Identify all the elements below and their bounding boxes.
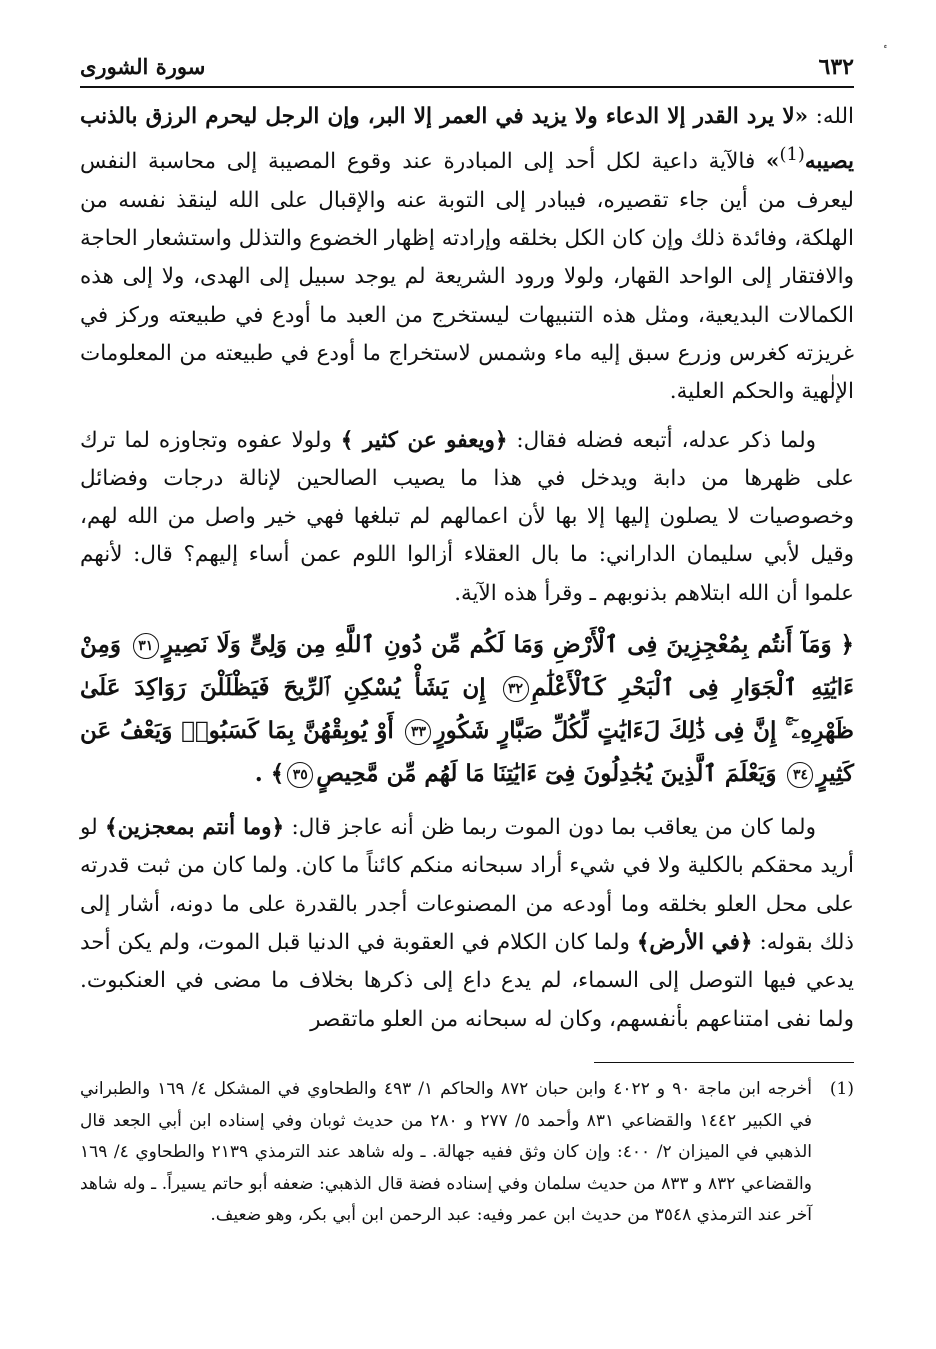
paragraph-3 xyxy=(80,809,854,1039)
verse-35: وَيَعْلَمَ ٱلَّذِينَ يُجَٰدِلُونَ فِىٓ ءَايَٰتِنَا مَا لَهُم مِّن مَّحِيصٍ xyxy=(316,760,777,788)
footnote-divider xyxy=(594,1062,854,1063)
p3-rest: ولما كان الكلام في العقوبة في الدنيا قبل الموت، ولم يكن أحد يدعي فيها التوصل إلى السماء، لم يدع داع إلى ذكرها بخلاف ما مضى في العنكبوت. ولما نفى امتناعهم بأنفسهم، وكان له سبحانه من العلو ماتقصر xyxy=(80,929,854,1032)
ayah-number-35: ٣٥ xyxy=(287,762,313,788)
running-head xyxy=(80,52,854,88)
footnote xyxy=(80,1074,854,1232)
page-number: ٦٣٢ xyxy=(818,54,854,80)
quran-quote-inline: ﴿في الأرض﴾ xyxy=(636,929,753,955)
verse-33: إِن يَشَأْ يُسْكِنِ ٱلرِّيحَ فَيَظْلَلْنَ رَوَاكِدَ عَلَىٰ ظَهْرِهِۦٓ ۚ إِنَّ فِى ذَٰلِكَ لَءَايَٰتٍ لِّكُلِّ صَبَّارٍ شَكُورٍ xyxy=(80,674,854,745)
ayah-number-31: ٣١ xyxy=(133,633,159,659)
hadith-quote-close: » xyxy=(766,149,780,175)
p1-rest: فالآية داعية لكل أحد إلى المبادرة عند وقوع المصيبة إلى محاسبة النفس ليعرف من أين جاء تقصيره، فيبادر إلى التوبة عنه والإقبال على الله لينقذ نفسه من الهلكة، وفائدة ذلك وإن كان الكل بخلقه وإرادته إظهار الخضوع والتذلل واستشعار الحاجة والافتقار إلى الواحد القهار، ولولا ورود الشريعة لم يوجد سبيل إلى الهدى، ولا إلى هذه الكمالات البديعية، ومثل هذه التنبيهات ليستخرج من العبد ما أودع في طبيعته وركز في غريزته كغرس وزرع سبق إليه ماء وشمس لاستخراج ما أودع في طبيعته من المعلومات الإلٰهية والحكم العلية. xyxy=(79,149,854,405)
p2-rest: ولولا عفوه وتجاوزه لما ترك على ظهرها من دابة ويدخل في هذا ما يصيب الصالحين لإنالة درجات وفضائل وخصوصيات لا يصلون إليها إلا بها لأن اعمالهم لم تبلغها فهي خير واصل من الله لهم، وقيل لأبي سليمان الداراني: ما بال العقلاء أزالوا اللوم عمن أساء إليهم؟ قال: لأنهم علموا أن الله ابتلاهم بذنوبهم ـ وقرأ هذه الآية. xyxy=(80,427,854,606)
ayah-number-32: ٣٢ xyxy=(503,676,529,702)
p3-mid: لو أريد محقكم بالكلية ولا في شيء أراد سبحانه منكم كائناً ما كان. ولما كان من ثبت قدرته على محل العلو بخلقه وما أودعه من المصنوعات أجدر بالقدرة على ما دونه، أشار إلى ذلك بقوله: xyxy=(80,815,854,955)
p1-lead: الله: xyxy=(808,104,854,129)
footnote-marker: (1) xyxy=(829,1079,854,1099)
p3-lead: ولما كان من يعاقب بما دون الموت ربما ظن أنه عاجز قال: xyxy=(284,815,816,841)
body-text xyxy=(80,98,854,1049)
quran-block xyxy=(80,623,854,795)
footnote-text: أخرجه ابن ماجة ٩٠ و ٤٠٢٢ وابن حبان ٨٧٢ والحاكم ١/ ٤٩٣ والطحاوي في المشكل ٤/ ١٦٩ والطبراني في الكبير ١٤٤٢ والقضاعي ٨٣١ وأحمد ٥/ ٢٧٧ و ٢٨٠ من حديث ثوبان وفي إسناده ابن أبي الجعد قال الذهبي في الميزان ٢/ ٤٠٠: وإن كان وثق ففيه جهالة. ـ وله شاهد عند الترمذي ٢١٣٩ والطحاوي ٤/ ١٦٩ والقضاعي ٨٣٢ و ٨٣٣ من حديث سلمان وفي إسناده فضة قال الذهبي: ضعفه أبو حاتم يسيراً. ـ وله شاهد آخر عند الترمذي ٣٥٤٨ من حديث ابن عمر وفيه: عبد الرحمن ابن أبي بكر، وهو ضعيف. xyxy=(80,1079,812,1225)
paragraph-2 xyxy=(80,422,854,613)
ayah-number-34: ٣٤ xyxy=(787,762,813,788)
verse-31: وَمَآ أَنتُم بِمُعْجِزِينَ فِى ٱلْأَرْضِ وَمَا لَكُم مِّن دُونِ ٱللَّهِ مِن وَلِىٍّ وَلَا نَصِيرٍ xyxy=(161,631,832,659)
quran-quote-inline: ﴿وما أنتم بمعجزين﴾ xyxy=(104,815,285,841)
p2-lead: ولما ذكر عدله، أتبعه فضله فقال: xyxy=(507,427,816,453)
surah-title: سورة الشورى xyxy=(80,54,206,79)
hadith-quote: «لا يرد القدر إلا الدعاء ولا يزيد في العمر إلا البر، وإن الرجل ليحرم الرزق بالذنب يصيبه xyxy=(80,104,854,175)
footnote-ref[interactable]: (1) xyxy=(779,144,805,166)
quran-quote-inline: ﴿ويعفو عن كثير ﴾ xyxy=(340,427,508,453)
paragraph-1 xyxy=(80,98,854,412)
quran-close-bracket: ﴾ . xyxy=(254,760,285,788)
quran-open-bracket: ﴿ xyxy=(840,631,855,659)
verse-34: أَوْ يُوبِقْهُنَّ بِمَا كَسَبُوا۟ وَيَعْفُ عَن كَثِيرٍ xyxy=(80,717,854,788)
ayah-number-33: ٣٣ xyxy=(405,719,431,745)
verse-32: وَمِنْ ءَايَٰتِهِ ٱلْجَوَارِ فِى ٱلْبَحْرِ كَٱلْأَعْلَٰمِ xyxy=(80,631,854,702)
